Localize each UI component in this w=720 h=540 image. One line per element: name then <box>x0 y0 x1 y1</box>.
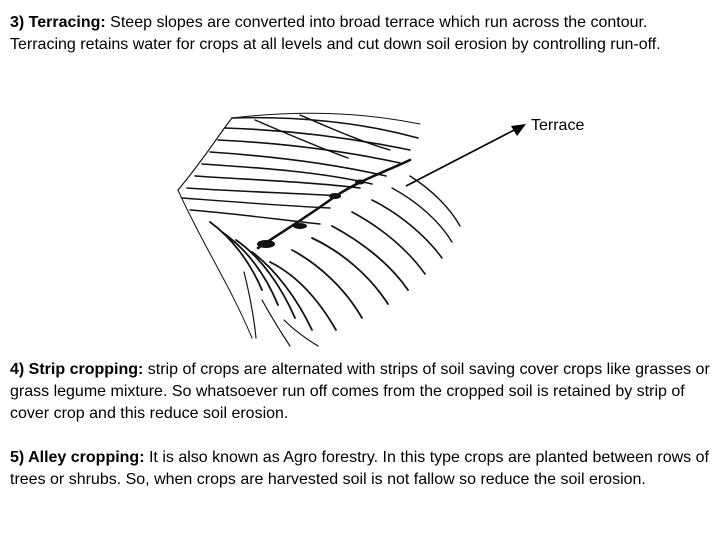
section-terracing <box>10 12 715 56</box>
section-label: 5) Alley cropping: <box>10 449 145 466</box>
terrace-illustration <box>0 95 720 365</box>
section-label: 4) Strip cropping: <box>10 361 144 378</box>
section-text: It is also known as Agro forestry. In this type crops are planted between rows of trees or shrubs. So, when crops are harvested soil is not fallow so reduce the soil erosion. <box>10 449 709 488</box>
terrace-callout-label: Terrace <box>531 117 585 134</box>
section-text: Steep slopes are converted into broad terrace which run across the contour. Terracing retains water for crops at all levels and cut down soil erosion by controlling run-off. <box>10 14 661 53</box>
section-strip-cropping <box>10 359 715 425</box>
section-alley-cropping <box>10 447 715 491</box>
section-text: strip of crops are alternated with strips of soil saving cover crops like grasses or grass legume mixture. So whatsoever run off comes from the cropped soil is retained by strip of cover crop and this reduce soil erosion. <box>10 361 710 422</box>
section-label: 3) Terracing: <box>10 14 106 31</box>
